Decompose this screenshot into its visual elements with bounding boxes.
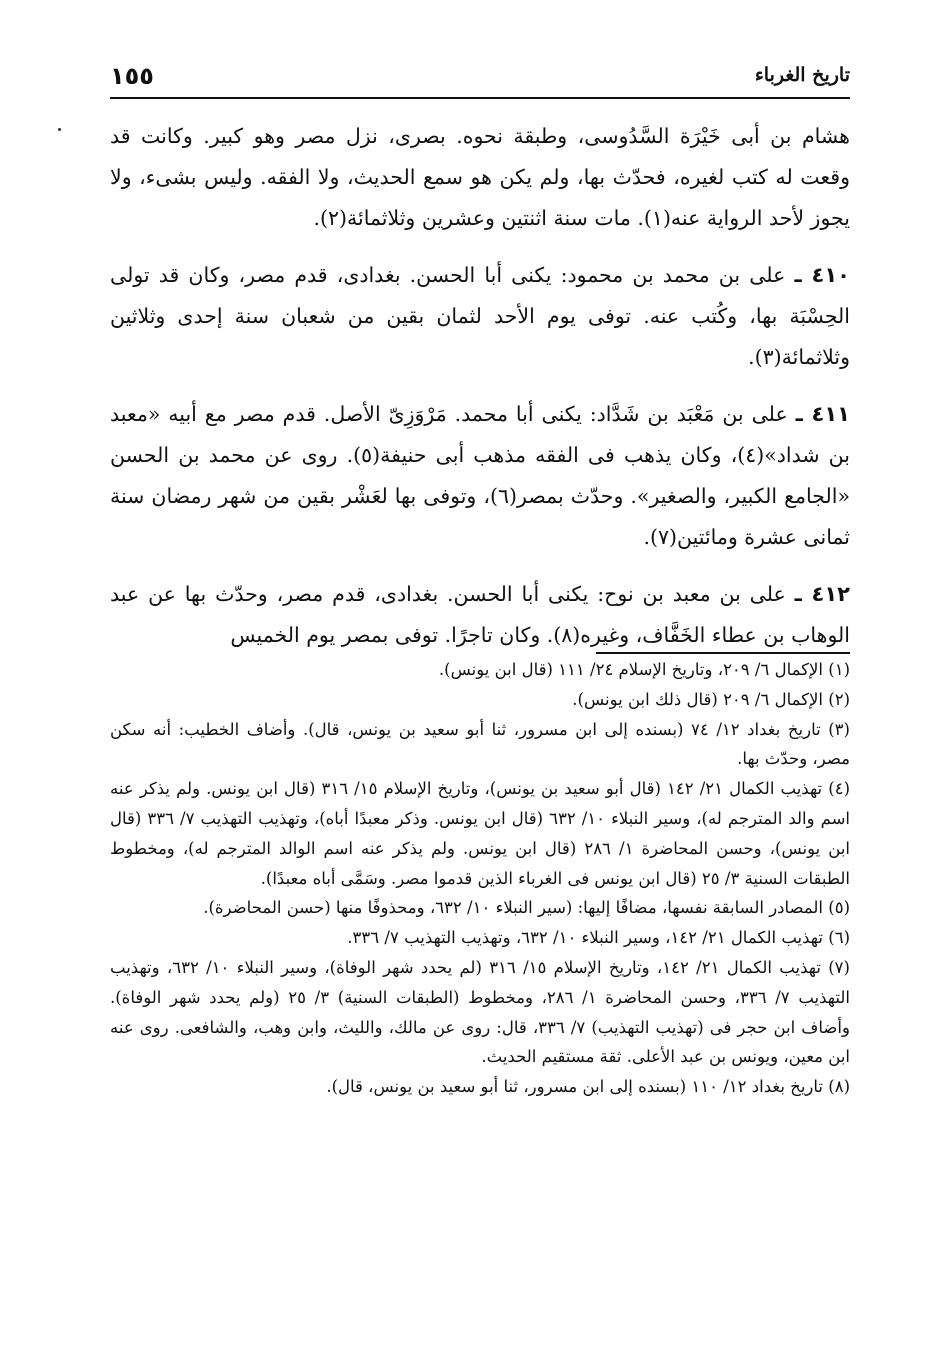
paragraph-text: هشام بن أبى خَيْرَة السَّدُوسى، وطبقة نحوه. بصرى، نزل مصر وهو كبير. وكانت قد وقعت له كتب لغيره، فحدّث بها، ولم يكن هو سمع الحديث، ولا الفقه. وليس بشىء، ولا يجوز لأحد الرواية عنه(١). مات سنة اثنتين وعشرين وثلاثمائة(٢). [110, 124, 850, 230]
footnote-rule [596, 652, 850, 654]
entry-number: ٤١٠ ـ [794, 263, 850, 287]
footnote-7: (٧) تهذيب الكمال ٢١/ ١٤٢، وتاريخ الإسلام ١٥/ ٣١٦ (لم يحدد شهر الوفاة)، وسير النبلاء ١٠/ ٦٣٢، وتهذيب التهذيب ٧/ ٣٣٦، وحسن المحاضرة ١/ ٢٨٦، ومخطوط (الطبقات السنية) ٣/ ٢٥ (ولم يحدد شهر الوفاة). وأضاف ابن حجر فى (تهذيب التهذيب) ٧/ ٣٣٦، قال: روى عن مالك، والليث، وابن وهب، والشافعى. روى عنه ابن معين، ويونس بن عبد الأعلى. ثقة مستقيم الحديث. [110, 957, 850, 1067]
footnote-2: (٢) الإكمال ٦/ ٢٠٩ (قال ذلك ابن يونس). [572, 689, 850, 709]
entry-text: على بن معبد بن نوح: يكنى أبا الحسن. بغدادى، قدم مصر، وحدّث بها عن عبد الوهاب بن عطاء الخَفَّاف، وغيره(٨). وكان تاجرًا. توفى بمصر يوم الخميس [110, 582, 850, 647]
entry-text: على بن مَعْبَد بن شَدَّاد: يكنى أبا محمد. مَرْوَزِىّ الأصل. قدم مصر مع أبيه «معبد بن شداد»(٤)، وكان يذهب فى الفقه مذهب أبى حنيفة(٥). روى عن محمد بن الحسن «الجامع الكبير، والصغير». وحدّث بمصر(٦)، وتوفى بها لعَشْر بقين من شهر رمضان سنة ثمانى عشرة ومائتين(٧). [110, 402, 850, 549]
footnote-6: (٦) تهذيب الكمال ٢١/ ١٤٢، وسير النبلاء ١٠/ ٦٣٢، وتهذيب التهذيب ٧/ ٣٣٦. [347, 928, 850, 948]
footnote-5: (٥) المصادر السابقة نفسها، مضافًا إليها: (سير النبلاء ١٠/ ٦٣٢، ومحذوفًا منها (حسن المحاضرة). [203, 898, 850, 918]
footnote-3: (٣) تاريخ بغداد ١٢/ ٧٤ (بسنده إلى ابن مسرور، ثنا أبو سعيد بن يونس، قال). وأضاف الخطيب: أنه سكن مصر، وحدّث بها. [110, 719, 850, 769]
margin-speck [58, 128, 61, 131]
running-title: تاريخ الغرباء [754, 64, 850, 86]
main-text [110, 116, 850, 672]
page-number: ١٥٥ [110, 62, 154, 90]
entry-410 [110, 255, 850, 378]
paragraph-continuation [110, 116, 850, 239]
footnote-4: (٤) تهذيب الكمال ٢١/ ١٤٢ (قال أبو سعيد بن يونس)، وتاريخ الإسلام ١٥/ ٣١٦ (قال ابن يونس. ولم يذكر عنه اسم والد المترجم له)، وسير النبلاء ١٠/ ٦٣٢ (قال ابن يونس. وذكر معبدًا أباه)، وتهذيب التهذيب ٧/ ٣٣٦ (قال ابن يونس)، وحسن المحاضرة ١/ ٢٨٦ (قال ابن يونس. ولم يذكر عنه اسم الوالد المترجم له)، ومخطوط الطبقات السنية ٣/ ٢٥ (قال ابن يونس فى الغرباء الذين قدموا مصر. وسَمَّى أباه معبدًا). [110, 779, 851, 888]
footnotes [110, 655, 850, 1102]
footnote-8: (٨) تاريخ بغداد ١٢/ ١١٠ (بسنده إلى ابن مسرور، ثنا أبو سعيد بن يونس، قال). [326, 1077, 850, 1097]
page-header [110, 62, 850, 98]
header-rule [110, 97, 850, 99]
entry-411 [110, 394, 850, 558]
entry-number: ٤١١ ـ [795, 402, 850, 426]
entry-412 [110, 574, 850, 656]
footnote-1: (١) الإكمال ٦/ ٢٠٩، وتاريخ الإسلام ٢٤/ ١١١ (قال ابن يونس). [438, 660, 850, 679]
entry-text: على بن محمد بن محمود: يكنى أبا الحسن. بغدادى، قدم مصر، وكان قد تولى الحِسْبَة بها، وكُتب عنه. توفى يوم الأحد لثمان بقين من شعبان سنة إحدى وثلاثين وثلاثمائة(٣). [110, 263, 850, 369]
entry-number: ٤١٢ ـ [794, 582, 850, 606]
